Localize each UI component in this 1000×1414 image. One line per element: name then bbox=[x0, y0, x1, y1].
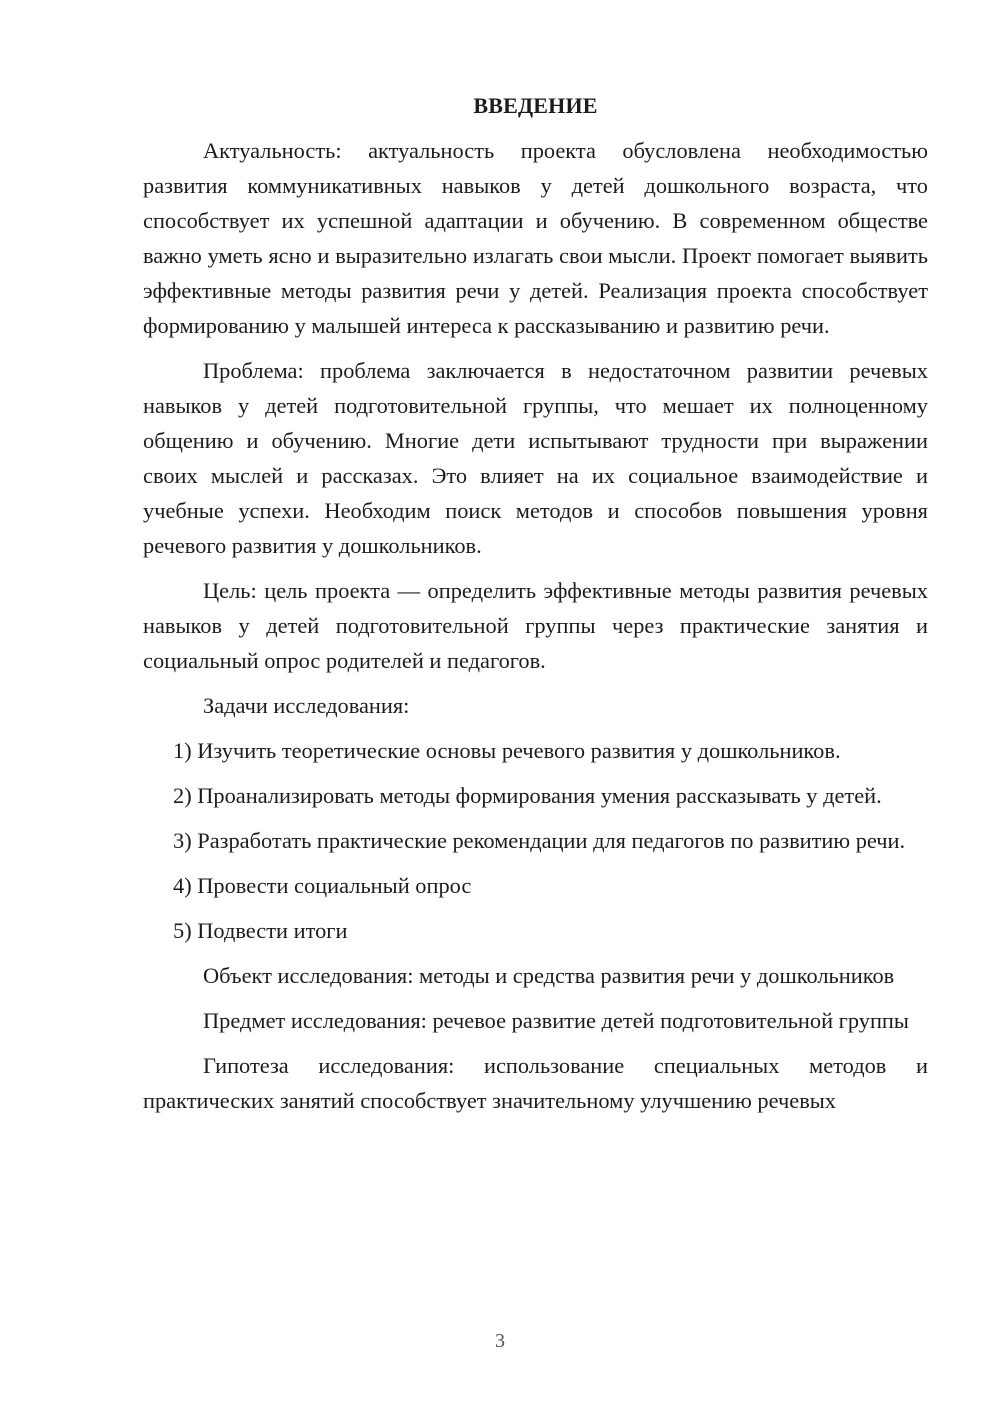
task-item-4: 4) Провести социальный опрос bbox=[173, 873, 472, 898]
tasks-intro: Задачи исследования: bbox=[203, 693, 410, 718]
task-item-5: 5) Подвести итоги bbox=[173, 918, 348, 943]
task-item-1: 1) Изучить теоретические основы речевого развития у дошкольников. bbox=[173, 738, 841, 763]
paragraph-problem: Проблема: проблема заключается в недостаточном развитии речевых навыков у детей подготовительной группы, что мешает их полноценному общению и обучению. Многие дети испытывают трудности при выражении своих мыслей и рассказах. Это влияет на их социальное взаимодействие и учебные успехи. Необходим поиск методов и способов повышения уровня речевого развития у дошкольников. bbox=[143, 358, 928, 558]
page-number: 3 bbox=[495, 1330, 505, 1352]
task-item-3: 3) Разработать практические рекомендации для педагогов по развитию речи. bbox=[173, 828, 906, 853]
paragraph-hypothesis: Гипотеза исследования: использование специальных методов и практических занятий способствует значительному улучшению речевых bbox=[143, 1053, 928, 1113]
paragraph-goal: Цель: цель проекта — определить эффективные методы развития речевых навыков у детей подготовительной группы через практические занятия и социальный опрос родителей и педагогов. bbox=[143, 578, 928, 673]
document-page bbox=[143, 88, 928, 1128]
paragraph-object: Объект исследования: методы и средства развития речи у дошкольников bbox=[203, 963, 895, 988]
task-item-2: 2) Проанализировать методы формирования умения рассказывать у детей. bbox=[173, 783, 882, 808]
page-title: ВВЕДЕНИЕ bbox=[473, 93, 598, 118]
paragraph-relevance: Актуальность: актуальность проекта обусловлена необходимостью развития коммуникативных навыков у детей дошкольного возраста, что способствует их успешной адаптации и обучению. В современном обществе важно уметь ясно и выразительно излагать свои мысли. Проект помогает выявить эффективные методы развития речи у детей. Реализация проекта способствует формированию у малышей интереса к рассказыванию и развитию речи. bbox=[143, 138, 928, 338]
paragraph-subject: Предмет исследования: речевое развитие детей подготовительной группы bbox=[203, 1008, 909, 1033]
